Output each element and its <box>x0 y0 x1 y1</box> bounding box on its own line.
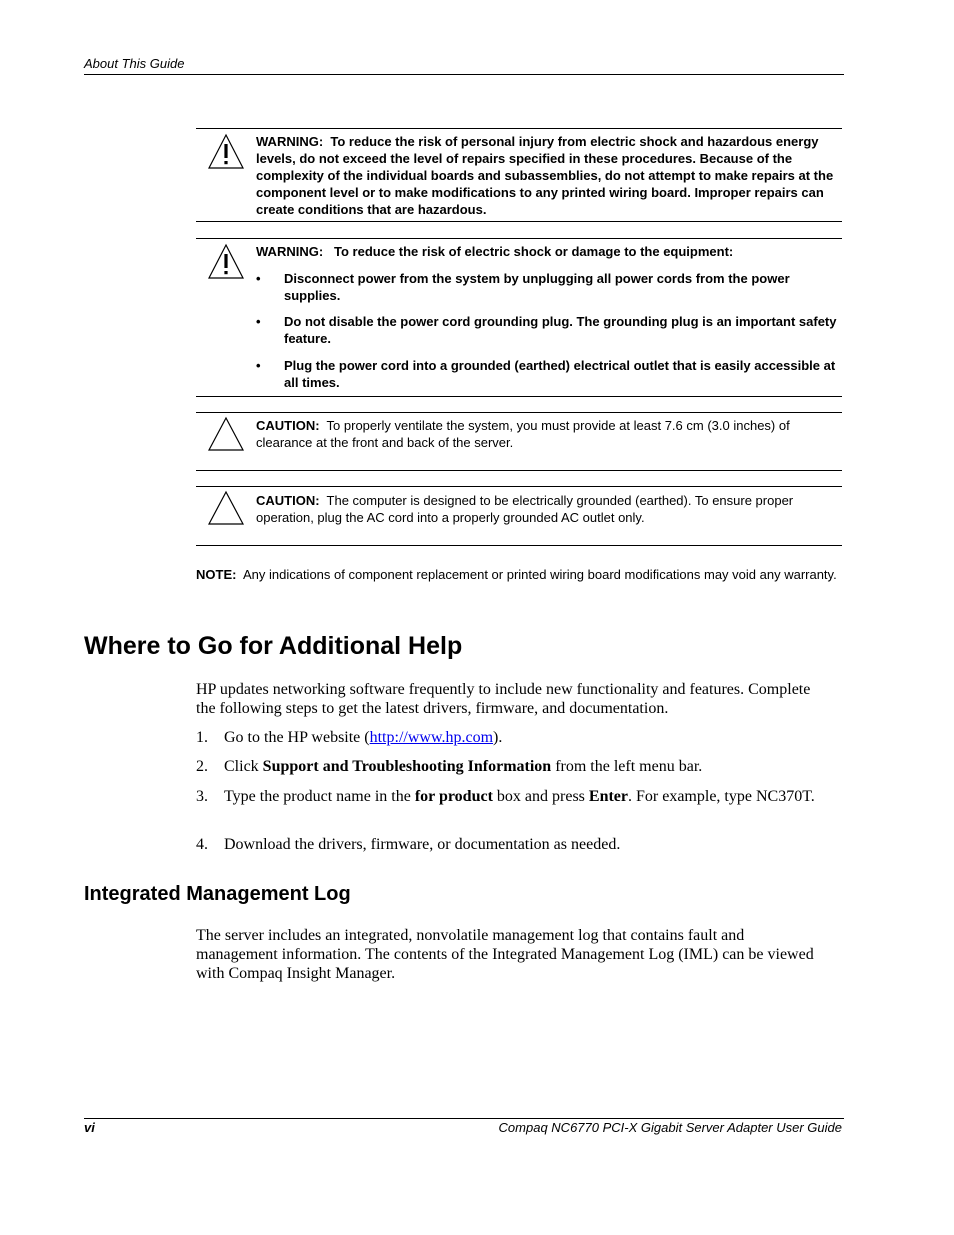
warning1-text <box>256 133 842 218</box>
section-heading-iml: Integrated Management Log <box>84 883 351 905</box>
hp-website-link[interactable]: http://www.hp.com <box>369 729 494 746</box>
step-number: 3. <box>196 788 208 805</box>
caution1-body: To properly ventilate the system, you must provide at least 7.6 cm (3.0 inches) of clearance at the front and back of the server. <box>256 418 790 450</box>
caution1-label: CAUTION: <box>256 418 320 433</box>
note-label: NOTE: <box>196 567 237 582</box>
warning1-body: To reduce the risk of personal injury from electric shock and hazardous energy levels, do not exceed the level of repairs specified in these procedures. Because of the complexity of the individual boards and subassemblies, do not attempt to make repairs at the component level or to make modifications to any printed wiring board. Improper repairs can create conditions that are hazardous. <box>256 134 834 217</box>
warning2-bullet-text: Do not disable the power cord grounding plug. The grounding plug is an important safety feature. <box>284 314 837 346</box>
warning-triangle-icon <box>207 133 245 171</box>
step-text: Click Support and Troubleshooting Information from the left menu bar. <box>224 758 703 775</box>
section1-intro: HP updates networking software frequently to include new functionality and features. Complete the following steps to get the latest drivers, firmware, and documentation. <box>196 681 811 717</box>
header-rule <box>84 74 844 75</box>
caution1-bottom-rule <box>196 470 842 471</box>
step-text: Go to the HP website (http://www.hp.com). <box>224 729 503 746</box>
bullet-icon: • <box>256 271 261 286</box>
note <box>196 566 842 583</box>
step-text: Download the drivers, firmware, or documentation as needed. <box>224 836 621 853</box>
footer-doc-title: Compaq NC6770 PCI-X Gigabit Server Adapter User Guide <box>498 1120 842 1135</box>
warning2-label: WARNING: <box>256 244 324 259</box>
step-number: 4. <box>196 836 208 853</box>
caution-triangle-icon <box>207 489 245 527</box>
step-number: 2. <box>196 758 208 775</box>
caution1-top-rule <box>196 412 842 413</box>
warning1-bottom-rule <box>196 221 842 222</box>
caution2-text <box>256 492 842 526</box>
caution2-top-rule <box>196 486 842 487</box>
caution2-label: CAUTION: <box>256 493 320 508</box>
warning2-bullet-text: Plug the power cord into a grounded (earthed) electrical outlet that is easily accessible at all times. <box>284 358 836 390</box>
running-header: About This Guide <box>84 56 185 71</box>
caution1-text <box>256 417 842 451</box>
warning1-label: WARNING: <box>256 134 324 149</box>
warning2-body: To reduce the risk of electric shock or damage to the equipment: <box>334 244 734 259</box>
warning2-bottom-rule <box>196 396 842 397</box>
warning1-top-rule <box>196 128 842 129</box>
warning2-bullet-text: Disconnect power from the system by unplugging all power cords from the power supplies. <box>284 271 790 303</box>
bullet-icon: • <box>256 314 261 329</box>
note-text: Any indications of component replacement or printed wiring board modifications may void any warranty. <box>242 567 837 582</box>
caution2-body: The computer is designed to be electrically grounded (earthed). To ensure proper operation, plug the AC cord into a properly grounded AC outlet only. <box>256 493 794 525</box>
step-text: Type the product name in the for product box and press Enter. For example, type NC370T. <box>224 788 815 805</box>
caution-triangle-icon <box>207 415 245 453</box>
section2-body: The server includes an integrated, nonvolatile management log that contains fault and management information. The contents of the Integrated Management Log (IML) can be viewed with Compaq Insight Manager. <box>196 927 814 982</box>
caution2-bottom-rule <box>196 545 842 546</box>
bullet-icon: • <box>256 358 261 373</box>
section-heading-additional-help: Where to Go for Additional Help <box>84 632 463 660</box>
warning-triangle-icon <box>207 243 245 281</box>
warning2-top-rule <box>196 238 842 239</box>
warning2-text <box>256 243 842 260</box>
footer-rule <box>84 1118 844 1119</box>
step-number: 1. <box>196 729 208 746</box>
page-number: vi <box>84 1120 95 1135</box>
